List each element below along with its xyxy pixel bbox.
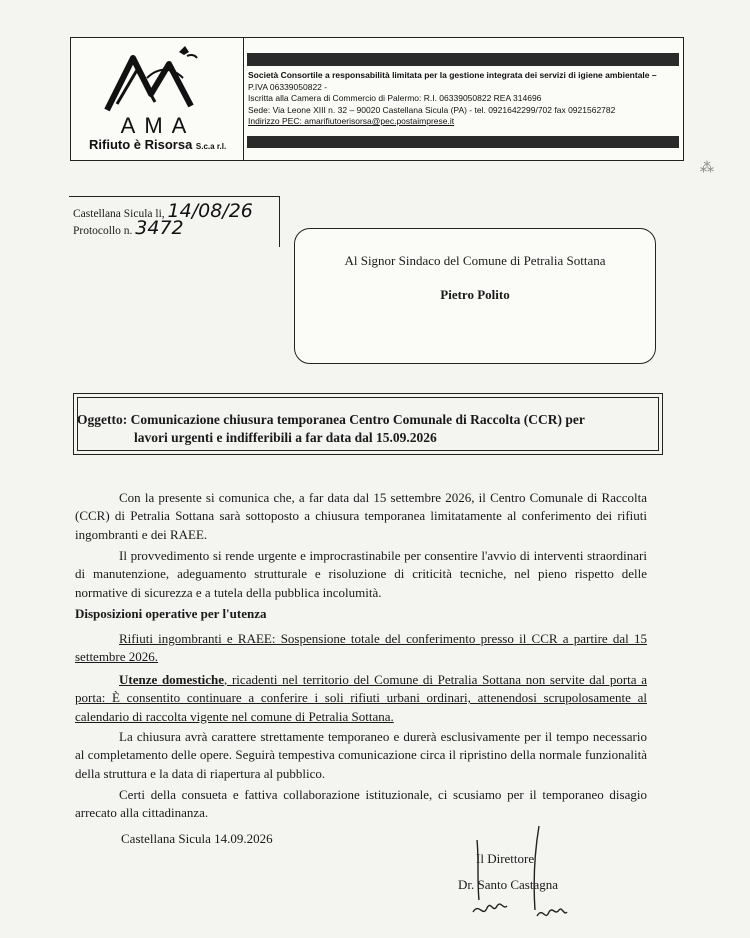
protocol-number-row: Protocollo n. 3472 [73, 217, 184, 239]
logo-subtitle: Rifiuto è Risorsa S.c.a r.l. [89, 137, 227, 152]
company-line: Società Consortile a responsabilità limitata per la gestione integrata dei servizi di igiene ambientale – [248, 70, 657, 80]
subject-text: Oggetto: Comunicazione chiusura temporanea Centro Comunale di Raccolta (CCR) per lavori urgenti e indifferibili a far data dal 15.09.2026 [77, 412, 585, 445]
recipient-line: Al Signor Sindaco del Comune di Petralia Sottana [344, 253, 606, 268]
logo-text: AMA [120, 113, 196, 138]
handwritten-date: 14/08/26 [167, 200, 253, 222]
paragraph-households: Utenze domestiche, ricadenti nel territorio del Comune di Petralia Sottana non servite dal porta a porta: È consentito continuare a conferire i soli rifiuti urbani ordinari, attenendosi scrupolosamente al calendario di raccolta vigente nel comune di Petralia Sottana. [75, 672, 647, 724]
recipient-name: Pietro Polito [440, 287, 510, 302]
paragraph-2: Il provvedimento si rende urgente e improcrastinabile per consentire l'avvio di interventi straordinari di manutenzione, adeguamento strutturale e risoluzione di criticità tecniche, nel pieno rispetto delle normative di sicurezza e a tutela della pubblica incolumità. [75, 548, 647, 600]
company-info [248, 70, 678, 128]
signature-name: Dr. Santo Castagna [458, 877, 559, 892]
ama-logo-mark-icon [99, 44, 219, 116]
address-line: Sede: Via Leone XIII n. 32 – 90020 Castellana Sicula (PA) - tel. 0921642299/702 fax 0921562782 [248, 104, 616, 115]
recipient-box [294, 228, 656, 364]
protocol-box [69, 196, 280, 247]
section-heading: Disposizioni operative per l'utenza [75, 606, 267, 621]
scan-mark-icon: ⁂ [700, 161, 714, 176]
handwritten-protocol-number: 3472 [135, 217, 184, 239]
signature-title: Il Direttore [476, 851, 535, 866]
subject-box [73, 393, 663, 455]
paragraph-bulky-waste: Rifiuti ingombranti e RAEE: Sospensione totale del conferimento presso il CCR a partire dal 15 settembre 2026. [75, 631, 647, 665]
paragraph-4: Certi della consueta e fattiva collaborazione istituzionale, ci scusiamo per il temporaneo disagio arrecato alla cittadinanza. [75, 787, 647, 821]
paragraph-1: Con la presente si comunica che, a far data dal 15 settembre 2026, il Centro Comunale di Raccolta (CCR) di Petralia Sottana sarà sottoposto a chiusura temporanea limitatamente al conferimento dei rifiuti ingombranti e dei RAEE. [75, 490, 647, 542]
handwritten-signature-icon [455, 820, 595, 930]
piva-line: P.IVA 06339050822 - [248, 81, 328, 92]
header-bar-bottom [247, 136, 679, 148]
letterhead [70, 37, 684, 161]
pec-line: Indirizzo PEC: amarifiutoerisorsa@pec.postaimprese.it [248, 116, 455, 126]
registry-line: Iscritta alla Camera di Commercio di Palermo: R.I. 06339050822 REA 314696 [248, 93, 542, 103]
paragraph-3: La chiusura avrà carattere strettamente temporaneo e durerà esclusivamente per il tempo necessario al completamento delle opere. Seguirà tempestiva comunicazione circa il ripristino della normale funzionalità della struttura e la data di riapertura al pubblico. [75, 729, 647, 781]
logo [71, 38, 244, 160]
protocol-date-row: Castellana Sicula li, 14/08/26 [73, 200, 253, 222]
place-date: Castellana Sicula 14.09.2026 [121, 831, 273, 846]
header-bar-top [247, 53, 679, 66]
